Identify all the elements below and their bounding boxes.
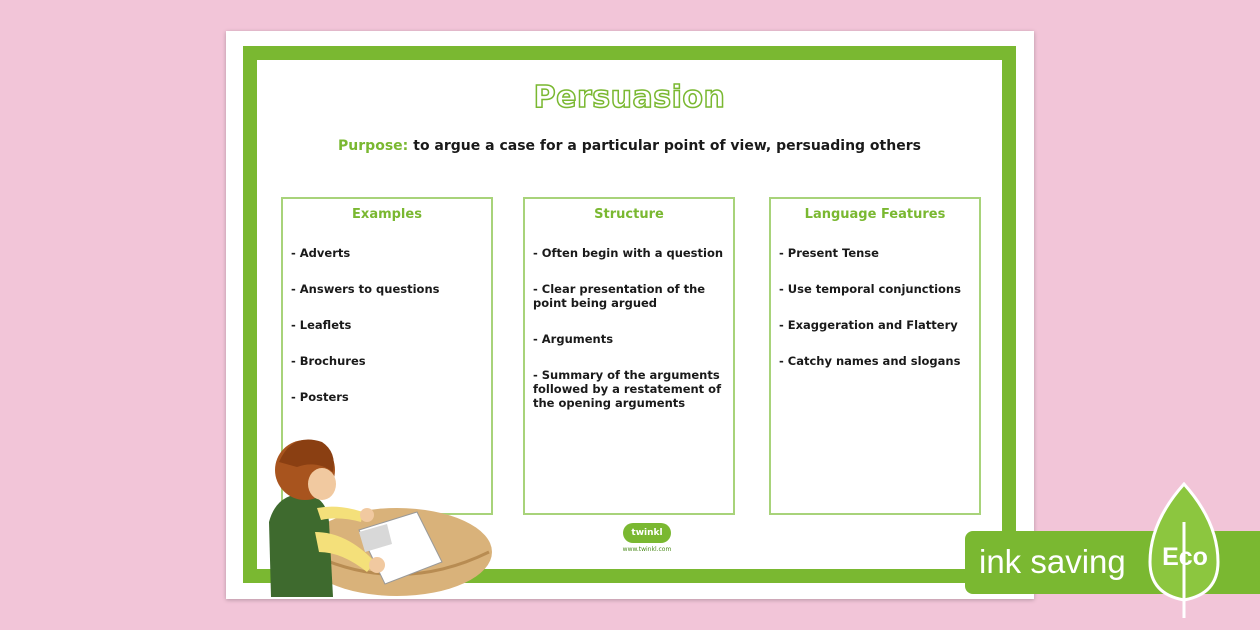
poster-frame bbox=[243, 46, 1016, 583]
resource-preview bbox=[226, 31, 1034, 599]
logo-name: twinkl bbox=[623, 523, 670, 543]
poster-title: Persuasion bbox=[533, 80, 726, 115]
eco-label: Eco bbox=[1162, 543, 1208, 571]
list-item: - Often begin with a question bbox=[533, 246, 724, 260]
list-item: - Answers to questions bbox=[291, 282, 440, 296]
list-item: - Arguments bbox=[533, 332, 614, 346]
list-item: - Use temporal conjunctions bbox=[779, 282, 961, 296]
purpose-label: Purpose: bbox=[338, 138, 409, 154]
language-features-list bbox=[771, 246, 979, 368]
list-item: - Present Tense bbox=[779, 246, 879, 260]
ink-saving-text: ink saving bbox=[979, 543, 1126, 580]
list-item: - Summary of the arguments followed by a restatement of the opening arguments bbox=[533, 368, 722, 410]
structure-heading: Structure bbox=[594, 207, 664, 222]
list-item: - Catchy names and slogans bbox=[779, 354, 961, 368]
structure-list bbox=[525, 246, 733, 410]
list-item: - Leaflets bbox=[291, 318, 352, 332]
list-item: - Adverts bbox=[291, 246, 351, 260]
list-item: - Posters bbox=[291, 390, 349, 404]
purpose-text: to argue a case for a particular point of view, persuading others bbox=[413, 138, 921, 154]
list-item: - Clear presentation of the point being argued bbox=[533, 282, 706, 310]
boy-writing-illustration bbox=[267, 412, 497, 597]
examples-list bbox=[283, 246, 491, 404]
logo-url: www.twinkl.com bbox=[622, 546, 672, 553]
language-features-heading: Language Features bbox=[804, 207, 946, 222]
purpose-line bbox=[257, 138, 1002, 154]
list-item: - Brochures bbox=[291, 354, 366, 368]
language-features-box bbox=[769, 197, 981, 515]
list-item: - Exaggeration and Flattery bbox=[779, 318, 958, 332]
examples-heading: Examples bbox=[352, 207, 422, 222]
twinkl-logo bbox=[617, 520, 677, 568]
structure-box bbox=[523, 197, 735, 515]
